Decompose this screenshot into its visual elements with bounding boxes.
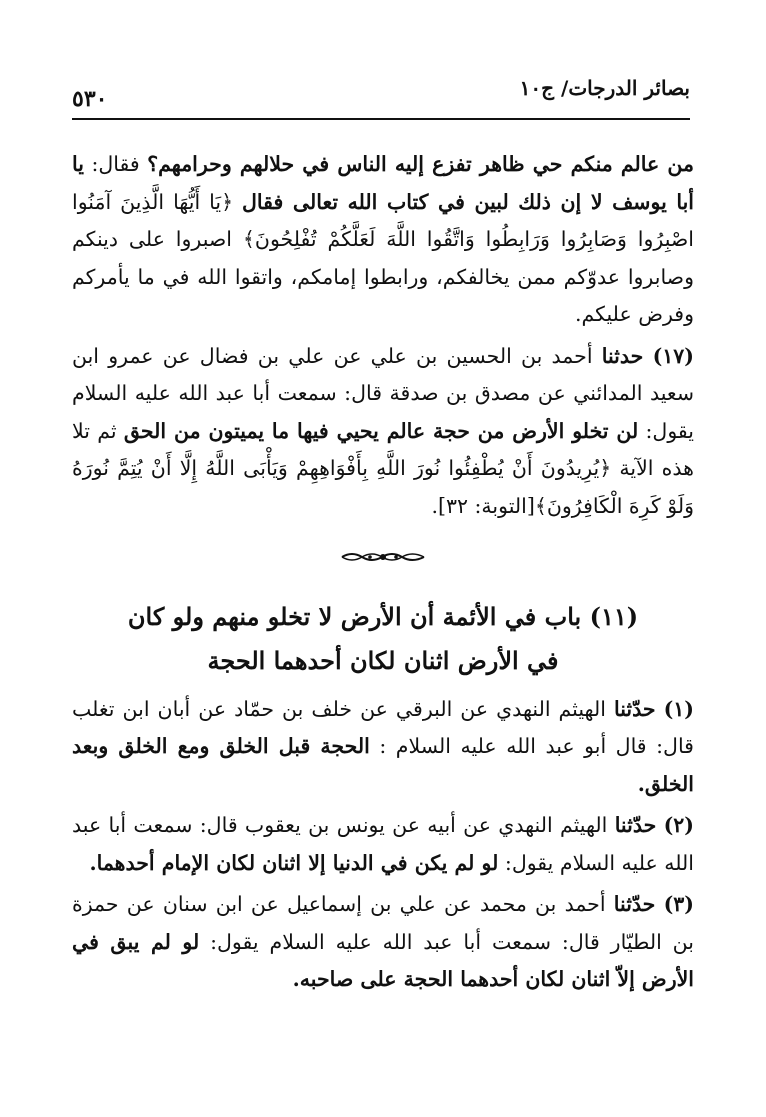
hadith-2 bbox=[72, 807, 694, 882]
commentary-text: اصبروا على دينكم وصابروا عدوّكم ممن يخالفكم، ورابطوا إمامكم، واتقوا الله في ما يأمركم وفرض عليكم. bbox=[72, 227, 694, 326]
hadith-17 bbox=[72, 338, 694, 526]
hadith-matn: لو لم يكن في الدنيا إلا اثنان لكان الإمام أحدهما. bbox=[89, 850, 499, 875]
hadith-matn: لن تخلو الأرض من حجة عالم يحيي فيها ما يميتون من الحق bbox=[123, 418, 639, 443]
chapter-heading-line-2: في الأرض اثنان لكان أحدهما الحجة bbox=[207, 645, 559, 675]
haddathana-label: حدّثنا bbox=[614, 813, 657, 837]
section-divider-ornament bbox=[72, 539, 694, 577]
haddathana-label: حدّثنا bbox=[613, 696, 656, 721]
isnad-text: أحمد بن الحسين بن علي عن علي بن فضال عن عمرو ابن سعيد المدائني عن مصدق بن صدقة قال: سمعت أبا عبد الله عليه السلام يقول: bbox=[72, 343, 694, 443]
ornament-icon bbox=[340, 550, 426, 564]
page-body bbox=[72, 146, 694, 999]
hadith-matn: الحجة قبل الخلق ومع الخلق وبعد الخلق. bbox=[72, 734, 694, 796]
page-header bbox=[72, 70, 690, 120]
hadith-number: (٢) bbox=[663, 813, 694, 837]
chapter-heading-line-1: (١١) باب في الأئمة أن الأرض لا تخلو منهم ولو كان bbox=[127, 601, 639, 631]
hadith-number: (١) bbox=[663, 696, 694, 721]
quran-verse: ﴿يَا أَيُّهَا الَّذِينَ آمَنُوا اصْبِرُوا وَصَابِرُوا وَرَابِطُوا وَاتَّقُوا اللَّهَ لَعَلَّكُمْ تُفْلِحُونَ﴾ bbox=[72, 189, 695, 251]
paragraph-1 bbox=[72, 146, 694, 334]
narration-text: فقال: bbox=[83, 152, 148, 176]
hadith-number: (٣) bbox=[663, 892, 694, 916]
quran-verse: ﴿يُرِيدُونَ أَنْ يُطْفِئُوا نُورَ اللَّهِ بِأَفْوَاهِهِمْ وَيَأْبَى اللَّهُ إِلَّا أَنْ يُتِمَّ نُورَهُ وَلَوْ كَرِهَ الْكَافِرُونَ﴾ bbox=[72, 456, 694, 518]
isnad-text: الهيثم النهدي عن البرقي عن خلف بن حمّاد عن أبان ابن تغلب قال: قال أبو عبد الله عليه السلام : bbox=[72, 696, 694, 758]
hadith-3 bbox=[72, 886, 694, 999]
isnad-text: الهيثم النهدي عن أبيه عن يونس بن يعقوب قال: سمعت أبا عبد الله عليه السلام يقول: bbox=[72, 813, 694, 875]
hadith-matn: لو لم يبق في الأرض إلاّ اثنان لكان أحدهما الحجة على صاحبه. bbox=[72, 929, 694, 991]
hadith-1 bbox=[72, 691, 694, 804]
running-title: بصائر الدرجات/ ج١٠ bbox=[519, 76, 690, 100]
isnad-text: أحمد بن محمد عن علي بن إسماعيل عن ابن سنان عن حمزة بن الطيّار قال: سمعت أبا عبد الله عليه السلام يقول: bbox=[72, 892, 694, 954]
verse-reference: [التوبة: ٣٢]. bbox=[431, 493, 535, 518]
page-number: ٥٣٠ bbox=[72, 86, 108, 112]
haddathana-label: حدّثنا bbox=[613, 892, 656, 916]
narration-text: ثم تلا هذه الآية bbox=[72, 418, 694, 480]
imam-quote: يا أبا يوسف لا إن ذلك لبين في كتاب الله تعالى فقال bbox=[72, 152, 694, 214]
hadith-number: (١٧) bbox=[652, 343, 694, 368]
chapter-heading bbox=[72, 595, 694, 683]
haddathana-label: حدثنا bbox=[601, 343, 644, 368]
question-text: من عالم منكم حي ظاهر تفزع إليه الناس في حلالهم وحرامهم؟ bbox=[147, 152, 694, 176]
